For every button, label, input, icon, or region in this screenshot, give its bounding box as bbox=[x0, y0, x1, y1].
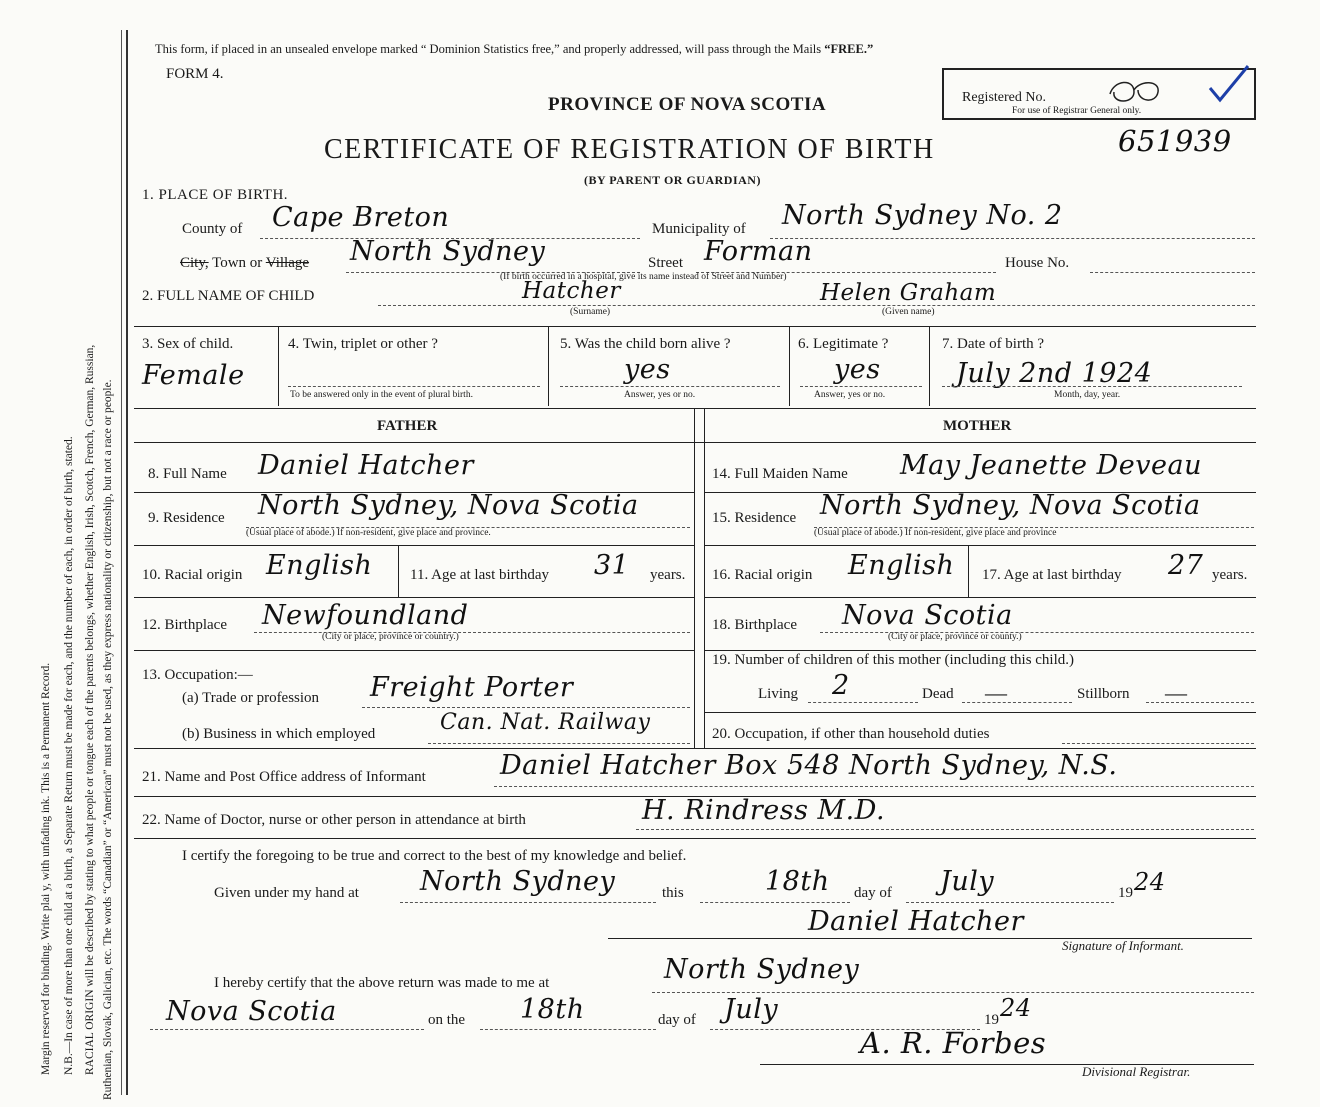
binding-margin-line-outer bbox=[121, 30, 122, 1095]
mother-birthplace-line bbox=[820, 632, 1254, 633]
father-name-label: 8. Full Name bbox=[148, 466, 227, 482]
mother-living-label: Living bbox=[758, 686, 798, 702]
alive-label: 5. Was the child born alive ? bbox=[560, 336, 731, 352]
parents-top-line bbox=[134, 408, 1256, 409]
child-name-label: 2. FULL NAME OF CHILD bbox=[142, 288, 315, 304]
mother-children-label: 19. Number of children of this mother (including this child.) bbox=[712, 652, 1075, 668]
father-age-label: 11. Age at last birthday bbox=[410, 567, 549, 583]
registrar-year-suffix: 24 bbox=[1000, 994, 1032, 1022]
registrar-place: North Sydney bbox=[664, 954, 860, 985]
doctor-label: 22. Name of Doctor, nurse or other person in attendance at birth bbox=[142, 812, 526, 828]
registrar-caption: Divisional Registrar. bbox=[1082, 1064, 1191, 1079]
certification-year-suffix: 24 bbox=[1134, 868, 1166, 896]
father-business-line bbox=[428, 743, 690, 744]
legitimate-label: 6. Legitimate ? bbox=[798, 336, 889, 352]
doctor-bottom-line bbox=[134, 838, 1256, 839]
dob-label: 7. Date of birth ? bbox=[942, 336, 1045, 352]
margin-note-racial-origin: RACIAL ORIGIN will be described by stating to what people or tongue each of the parents belongs, whether English, Irish, Scotch, French, German, Russian, bbox=[84, 344, 96, 1075]
child-given-name: Helen Graham bbox=[820, 280, 997, 306]
certification-day: 18th bbox=[765, 866, 830, 897]
father-row-line-4 bbox=[134, 650, 694, 651]
mother-name-value: May Jeanette Deveau bbox=[900, 450, 1202, 481]
mother-stillborn-value: — bbox=[1165, 680, 1187, 705]
registrar-day-of-label: day of bbox=[658, 1012, 696, 1028]
legitimate-value: yes bbox=[834, 354, 881, 385]
row-top-line bbox=[134, 326, 1256, 327]
binding-margin-line bbox=[126, 30, 128, 1095]
informant-signature-caption: Signature of Informant. bbox=[1062, 938, 1184, 953]
registered-number: 651939 bbox=[1118, 124, 1232, 158]
certification-month-line bbox=[906, 902, 1114, 903]
mother-race-value: English bbox=[848, 550, 955, 581]
registrar-day: 18th bbox=[520, 994, 585, 1025]
sex-value: Female bbox=[142, 360, 245, 391]
surname-caption: (Surname) bbox=[570, 307, 611, 317]
father-trade-label: (a) Trade or profession bbox=[182, 690, 320, 706]
mother-age-value: 27 bbox=[1168, 550, 1204, 581]
mother-stillborn-line bbox=[1146, 702, 1254, 703]
dob-value: July 2nd 1924 bbox=[956, 358, 1153, 389]
informant-signature: Daniel Hatcher bbox=[808, 906, 1024, 937]
mother-birthplace-value: Nova Scotia bbox=[842, 600, 1013, 631]
child-name-line bbox=[378, 305, 1255, 306]
father-race-value: English bbox=[266, 550, 373, 581]
mother-row-line-3 bbox=[704, 597, 1256, 598]
place-of-birth-label: 1. PLACE OF BIRTH. bbox=[142, 187, 289, 203]
page-title: CERTIFICATE OF REGISTRATION OF BIRTH bbox=[324, 134, 935, 165]
father-name-value: Daniel Hatcher bbox=[258, 450, 474, 481]
given-place-value: North Sydney bbox=[420, 866, 616, 897]
registered-scribble-icon bbox=[1104, 76, 1174, 106]
mail-note bbox=[155, 42, 873, 57]
registrar-place-line bbox=[652, 992, 1254, 993]
divider-3-4 bbox=[278, 326, 279, 406]
father-residence-caption: (Usual place of abode.) If non-resident, give place and province. bbox=[246, 528, 491, 538]
father-residence-value: North Sydney, Nova Scotia bbox=[258, 490, 639, 521]
alive-value: yes bbox=[624, 354, 671, 385]
mother-row-line-5 bbox=[704, 712, 1256, 713]
mother-dead-value: — bbox=[985, 680, 1007, 705]
form-number: FORM 4. bbox=[166, 66, 224, 82]
municipality-value: North Sydney No. 2 bbox=[782, 200, 1063, 231]
mother-race-divider bbox=[968, 545, 969, 597]
father-age-value: 31 bbox=[594, 550, 630, 581]
father-birthplace-label: 12. Birthplace bbox=[142, 617, 227, 633]
father-heading: FATHER bbox=[377, 418, 438, 434]
informant-label: 21. Name and Post Office address of Informant bbox=[142, 769, 426, 785]
doctor-value: H. Rindress M.D. bbox=[642, 795, 886, 826]
certification-day-of-label: day of bbox=[854, 885, 892, 901]
father-occupation-label: 13. Occupation:— bbox=[142, 667, 253, 683]
dob-caption: Month, day, year. bbox=[1054, 390, 1121, 400]
twin-line bbox=[288, 386, 540, 387]
father-business-value: Can. Nat. Railway bbox=[440, 710, 651, 735]
given-name-caption: (Given name) bbox=[882, 307, 935, 317]
informant-value: Daniel Hatcher Box 548 North Sydney, N.S. bbox=[500, 750, 1118, 781]
check-mark-icon bbox=[1206, 64, 1252, 104]
city-label: City, bbox=[180, 255, 209, 271]
child-surname: Hatcher bbox=[522, 278, 621, 304]
legitimate-line bbox=[800, 386, 922, 387]
certification-statement: I certify the foregoing to be true and correct to the best of my knowledge and belief. bbox=[182, 848, 687, 864]
margin-note-nb: N.B.—In case of more than one child at a birth, a Separate Return must be made for each, and the number of each, in order of birth, stated. bbox=[63, 436, 75, 1075]
mother-living-line bbox=[808, 702, 918, 703]
mother-birthplace-label: 18. Birthplace bbox=[712, 617, 797, 633]
father-row-line-3 bbox=[134, 597, 694, 598]
street-value: Forman bbox=[704, 236, 813, 267]
mother-name-label: 14. Full Maiden Name bbox=[712, 466, 848, 482]
divider-6-7 bbox=[929, 326, 930, 406]
margin-note-racial-origin-cont: Ruthenian, Slovak, Galician, etc. The words “Canadian” or “American” must not be used, as they express nationality or citizenship, but not a race or people. bbox=[102, 379, 114, 1100]
mother-row-line-2 bbox=[704, 545, 1256, 546]
informant-line bbox=[494, 786, 1254, 787]
father-birthplace-value: Newfoundland bbox=[262, 600, 469, 631]
certification-month: July bbox=[940, 866, 995, 897]
father-years-label: years. bbox=[650, 567, 686, 583]
mail-note-text: This form, if placed in an unsealed envelope marked “ Dominion Statistics free,” and properly addressed, will pass through the Mails bbox=[155, 42, 822, 56]
county-value: Cape Breton bbox=[272, 202, 450, 233]
mother-living-value: 2 bbox=[832, 670, 850, 701]
village-label: Village bbox=[265, 255, 310, 271]
divider-5-6 bbox=[789, 326, 790, 406]
sex-label: 3. Sex of child. bbox=[142, 336, 234, 352]
registered-box bbox=[942, 68, 1256, 120]
father-birthplace-line bbox=[254, 632, 690, 633]
mother-residence-caption: (Usual place of abode.) If non-resident, give place and province bbox=[814, 528, 1057, 538]
margin-note-binding: Margin reserved for binding. Write plai y, with unfading ink. This is a Permanent Record. bbox=[40, 662, 52, 1075]
father-birthplace-caption: (City or place, province or country.) bbox=[322, 632, 459, 642]
town-value: North Sydney bbox=[350, 236, 546, 267]
mother-occupation-label: 20. Occupation, if other than household duties bbox=[712, 726, 990, 742]
mother-years-label: years. bbox=[1212, 567, 1248, 583]
page-subtitle: (BY PARENT OR GUARDIAN) bbox=[584, 173, 761, 187]
registrar-month: July bbox=[724, 994, 779, 1025]
mother-birthplace-caption: (City or place, province or county.) bbox=[888, 632, 1022, 642]
parents-bottom-line bbox=[134, 748, 1256, 749]
mother-age-label: 17. Age at last birthday bbox=[982, 567, 1122, 583]
father-trade-line bbox=[362, 707, 690, 708]
mother-race-label: 16. Racial origin bbox=[712, 567, 813, 583]
mother-row-line-4 bbox=[704, 650, 1256, 651]
father-row-line-2 bbox=[134, 545, 694, 546]
father-trade-value: Freight Porter bbox=[370, 672, 574, 703]
father-race-divider bbox=[398, 545, 399, 597]
legitimate-caption: Answer, yes or no. bbox=[814, 390, 886, 400]
parents-divider-right bbox=[704, 408, 705, 748]
town-text: Town or bbox=[208, 255, 266, 271]
twin-note: To be answered only in the event of plural birth. bbox=[290, 390, 473, 400]
certification-day-line bbox=[700, 902, 850, 903]
divider-4-5 bbox=[548, 326, 549, 406]
mother-dead-label: Dead bbox=[922, 686, 954, 702]
parents-divider-left bbox=[694, 408, 695, 748]
alive-caption: Answer, yes or no. bbox=[624, 390, 696, 400]
house-number-line bbox=[1090, 272, 1255, 273]
municipality-label: Municipality of bbox=[652, 221, 746, 237]
county-label: County of bbox=[182, 221, 243, 237]
mother-residence-value: North Sydney, Nova Scotia bbox=[820, 490, 1201, 521]
registrar-on-the-label: on the bbox=[428, 1012, 466, 1028]
registered-label: Registered No. bbox=[962, 90, 1046, 105]
this-label: this bbox=[662, 885, 684, 901]
mother-heading: MOTHER bbox=[943, 418, 1012, 434]
registrar-province: Nova Scotia bbox=[166, 996, 337, 1027]
parents-heading-line bbox=[134, 442, 1256, 443]
father-residence-label: 9. Residence bbox=[148, 510, 225, 526]
certification-year-prefix: 19 bbox=[1118, 885, 1133, 901]
town-label bbox=[180, 255, 309, 272]
hospital-note: (If birth occurred in a hospital, give its name instead of Street and Number) bbox=[500, 272, 787, 282]
twin-label: 4. Twin, triplet or other ? bbox=[288, 336, 438, 352]
registrar-year-prefix: 19 bbox=[984, 1012, 999, 1028]
house-number-label: House No. bbox=[1005, 255, 1070, 271]
registrar-day-line bbox=[480, 1029, 656, 1030]
municipality-line bbox=[770, 238, 1255, 239]
registrar-note: For use of Registrar General only. bbox=[1012, 106, 1142, 116]
mother-dead-line bbox=[962, 702, 1072, 703]
registrar-province-line bbox=[150, 1029, 424, 1030]
alive-line bbox=[560, 386, 780, 387]
province-heading: PROVINCE OF NOVA SCOTIA bbox=[548, 94, 827, 115]
street-label: Street bbox=[648, 255, 683, 271]
mother-stillborn-label: Stillborn bbox=[1077, 686, 1130, 702]
registrar-signature: A. R. Forbes bbox=[860, 1026, 1047, 1060]
mother-occupation-line bbox=[1062, 743, 1254, 744]
dob-line bbox=[942, 386, 1242, 387]
mother-residence-label: 15. Residence bbox=[712, 510, 797, 526]
father-race-label: 10. Racial origin bbox=[142, 567, 243, 583]
registrar-statement: I hereby certify that the above return was made to me at bbox=[214, 975, 550, 991]
given-place-line bbox=[400, 902, 656, 903]
doctor-line bbox=[636, 829, 1254, 830]
mail-free: “FREE.” bbox=[824, 42, 874, 56]
given-under-label: Given under my hand at bbox=[214, 885, 359, 901]
father-business-label: (b) Business in which employed bbox=[182, 726, 376, 742]
